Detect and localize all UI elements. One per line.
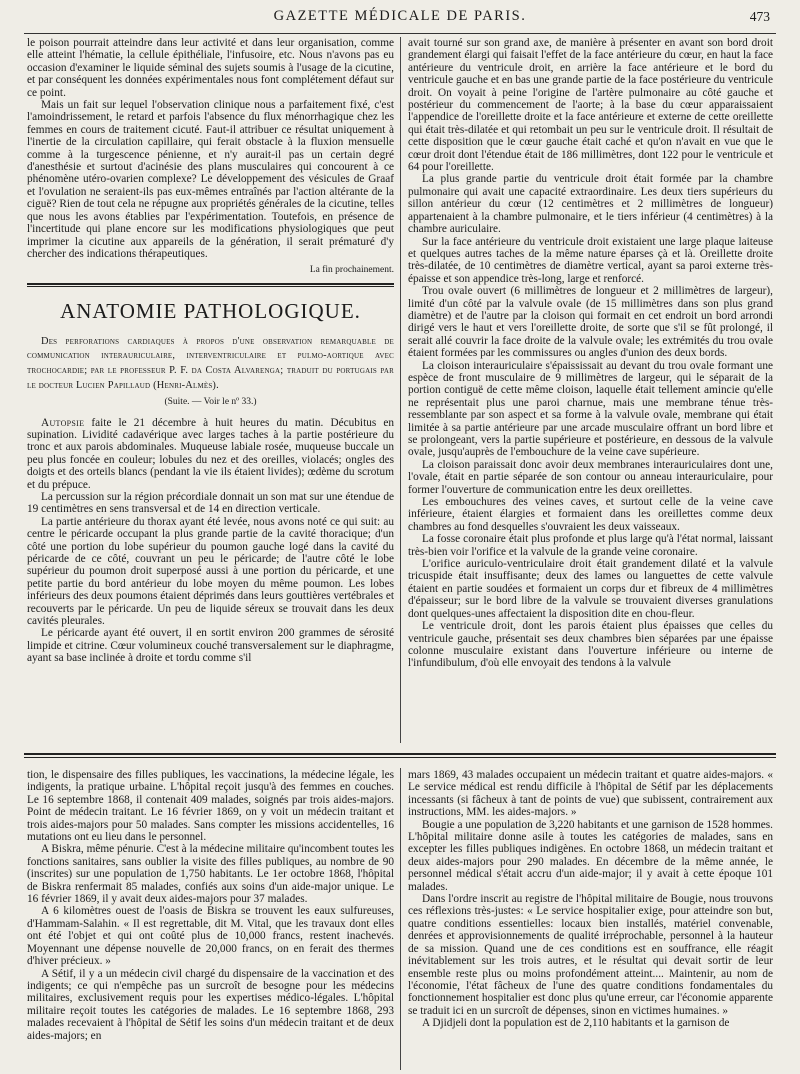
page-header xyxy=(30,8,770,28)
paragraph: avait tourné sur son grand axe, de manière à présenter en avant son bord droit grandement élargi qui faisait l'effet de la face antérieure du cœur, en haut la face antérieure du ventricule droit, en arrière la face antérieure et le bord du ventricule gauche et en bas une grande partie de la face postérieure du ventricule droit. On voyait à peine l'origine de l'artère pulmonaire au côté gauche et postérieur du commencement de l'aorte; à la base du cœur apparaissaient l'appendice de l'oreillette droite et la face antérieure et externe de cette oreillette qui était très-dilatée et qui retombait un peu sur le ventricule droit. Il résultait de cette disposition que le cœur gauche était caché et qu'on n'avait en vue que le cœur droit dont l'étendue était de 186 millimètres, dont 122 pour le ventricule et 64 pour l'oreillette. xyxy=(408,37,773,174)
autopsy-text: faite le 21 décembre à huit heures du matin. Décubitus en supination. Lividité cadavérique avec larges taches à la partie postérieure du tronc et aux parois abdominales. Muqueuse labiale rosée, muqueuse buccale un peu plus foncée en couleur; lobules du nez et des oreilles, violacés; ongles des doigts et des orteils blancs (pendant la vie ils étaient livides); œdème du scrotum et du prépuce. xyxy=(27,416,394,491)
journal-title: GAZETTE MÉDICALE DE PARIS. xyxy=(273,8,527,24)
autopsy-label: Autopsie xyxy=(41,416,85,429)
paragraph: Dans l'ordre inscrit au registre de l'hôpital militaire de Bougie, nous trouvons ces réflexions très-justes: « Le service hospitalier exige, pour atteindre son but, quatre conditions essentielles: locaux bien installés, matériel convenable, denrées et approvisionnements de qualité irréprochable, personnel à la hauteur de sa mission. Quand une de ces conditions est en souffrance, elle réagit inévitablement sur les trois autres, et le résultat qui devait sortir de leur ensemble reste plus ou moins profondément atteint.... Maintenir, au nom de l'économie, l'état fâcheux de l'une des quatre conditions fondamentales du fonctionnement hospitalier est donc plus qu'une erreur, car l'économie apparente se traduit ici en un surcroît de dépenses, sinon en victimes humaines. » xyxy=(408,893,773,1017)
upper-right-column xyxy=(408,37,773,741)
paragraph: La partie antérieure du thorax ayant été levée, nous avons noté ce qui suit: au centre le péricarde occupant la plus grande partie de la cavité thoracique; d'un côté une portion du lobe supérieur du poumon gauche logé dans la cavité du péricarde de ce côté, couvrant un peu le péricarde; de l'autre côté le lobe supérieur du poumon droit superposé aussi à une portion du péricarde, et une petite partie du bord antérieur du lobe moyen du même poumon. Les lobes inférieurs des deux poumons étaient déprimés dans leurs gouttières vertébrales et recouverts par le péricarde. Un peu de liquide séreux se trouvait dans les deux cavités pleurales. xyxy=(27,515,394,627)
upper-left-column xyxy=(27,37,394,741)
header-rule xyxy=(24,33,776,34)
paragraph: La cloison interauriculaire s'épaississait au devant du trou ovale formant une espèce de front musculaire de 9 millimètres de largeur, qui le séparait de la portion contiguë de cette même cloison, laquelle était tellement amincie qu'elle ne représentait plus une paroi charnue, mais une membrane ténue très-ressemblante par son aspect et sa forme à la valvule ovale, membrane qui était limitée à sa partie antérieure par une arcade musculaire offrant un bord libre et se prolongeant, vers la partie supérieure et postérieure, en dessous de la valvule ovale, jusqu'auprès de l'embouchure de la veine cave supérieure. xyxy=(408,359,773,459)
paragraph: Trou ovale ouvert (6 millimètres de longueur et 2 millimètres de largeur), limité d'un côté par la valvule ovale (de 15 millimètres dans son plus grand diamètre) et de l'autre par la cloison qui formait en cet endroit un bord arrondi dirigé vers le haut et vers l'oreillette droite, de sorte que s'il se fût prolongé, il serait allé couvrir la face droite de la valvule ovale; les extrémités du trou ovale étaient formées par les commissures ou angles d'union des deux bords. xyxy=(408,285,773,360)
paragraph: L'orifice auriculo-ventriculaire droit était grandement dilaté et la valvule tricuspide était insuffisante; deux des lames ou languettes de cette valvule étaient en partie soudées et formaient un corps dur et fibreux de 4 millimètres d'épaisseur; sur le bord libre de la valvule se trouvaient diverses granulations dont quelques-unes affectaient la disposition dite en chou-fleur. xyxy=(408,558,773,620)
paragraph: tion, le dispensaire des filles publiques, les vaccinations, la médecine légale, les indigents, la pratique urbaine. L'hôpital reçoit jusqu'à des femmes en couches. Le 16 septembre 1868, il contenait 409 malades, soignés par trois aides-majors. Point de médecin traitant. Le 16 février 1869, on y voit un médecin traitant et trois aides-majors pour 50 malades. Sans compter les missions accidentelles, 16 mutations ont eu lieu dans le personnel. xyxy=(27,769,394,844)
lower-left-column xyxy=(27,769,394,1069)
section-rule xyxy=(27,283,394,285)
paragraph: Le péricarde ayant été ouvert, il en sortit environ 200 grammes de sérosité limpide et citrine. Cœur volumineux couché transversalement sur le diaphragme, ayant sa base inclinée à droite et tordu comme s'il xyxy=(27,627,394,665)
section-rule-thin xyxy=(27,286,394,287)
paragraph: A 6 kilomètres ouest de l'oasis de Biskra se trouvent les eaux sulfureuses, d'Hammam-Salahin. « Il est regrettable, dit M. Vital, que les travaux dont elles ont été l'objet et qui ont coûté plus de 10,000 francs, restent inachevés. Moyennant une dépense nouvelle de 20,000 francs, on en ferait des thermes d'hiver précieux. » xyxy=(27,905,394,968)
paragraph: Bougie a une population de 3,220 habitants et une garnison de 1528 hommes. L'hôpital militaire donne asile à toutes les catégories de malades, sans en excepter les filles publiques indigènes. En octobre 1868, un médecin traitant et deux aides-majors pour 290 malades. En décembre de la même année, le personnel médical s'était accru d'un aide-major; il y avait à cette époque 101 malades. xyxy=(408,818,773,893)
section-title: ANATOMIE PATHOLOGIQUE. xyxy=(60,298,361,323)
paragraph-autopsy xyxy=(27,417,394,491)
paragraph: Mais un fait sur lequel l'observation clinique nous a parfaitement fixé, c'est l'amoindrissement, le retard et parfois l'absence du flux ménorrhagique chez les femmes en cours de traitement cicuté. Faut-il attribuer ce résultat uniquement à l'inertie de la circulation capillaire, qui ferait obstacle à la fluxion mensuelle comme à la turgescence pénienne, et n'y aurait-il pas un certain degré d'anesthésie et surtout d'acinésie des plans musculaires qui concourent à ce phénomène utéro-ovarien complexe? Le développement des vésicules de Graaf et l'ovulation ne seraient-ils pas eux-mêmes entraînés par l'action altérante de la ciguë? Rien de tout cela ne répugne aux propriétés générales de la cicutine, telles que nous les avons établies par l'expérimentation. Toutefois, en présence de l'incertitude qui plane encore sur les modifications physiologiques que peut imprimer la cicutine aux appareils de la génération, il serait prématuré d'y chercher des indications thérapeutiques. xyxy=(27,99,394,260)
column-divider-upper xyxy=(400,37,401,743)
paragraph: mars 1869, 43 malades occupaient un médecin traitant et quatre aides-majors. « Le service médical est rendu difficile à l'hôpital de Sétif par les déplacements incessants (si fâcheux à tant de points de vue) que subissent, contrairement aux instructions, MM. les aides-majors. » xyxy=(408,769,773,819)
paragraph: A Djidjeli dont la population est de 2,110 habitants et la garnison de xyxy=(422,1017,730,1030)
paragraph: Le ventricule droit, dont les parois étaient plus épaisses que celles du ventricule gauche, présentait ses deux chambres bien séparées par une épaisse colonne musculaire existant dans l'ouverture inférieure ou interne de l'infundibulum, d'où elle envoyait des tendons à la valvule xyxy=(408,620,773,670)
column-divider-lower xyxy=(400,768,401,1070)
paragraph: Les embouchures des veines caves, et surtout celle de la veine cave inférieure, étaient élargies et formaient dans les oreillettes comme deux chambres au fond desquelles s'ouvraient les deux vaisseaux. xyxy=(408,496,773,533)
article-heading-text: Des perforations cardiaques à propos d'une observation remarquable de communication interauriculaire, interventriculaire et pulmo-aortique avec trochocardie; par le professeur P. F. da Costa Alvarenga; traduit du portugais par le docteur Lucien Papillaud (Henri-Almès). xyxy=(27,335,394,391)
paragraph: La percussion sur la région précordiale donnait un son mat sur une étendue de 19 centimètres en sens transversal et de 14 en direction verticale. xyxy=(27,490,394,516)
continued-note: (Suite. — Voir le nº 33.) xyxy=(164,397,257,408)
paragraph: La fosse coronaire était plus profonde et plus large qu'à l'état normal, laissant très-bien voir l'orifice et la valvule de la grande veine coronaire. xyxy=(408,533,773,558)
paragraph: A Sétif, il y a un médecin civil chargé du dispensaire de la vaccination et des indigents; ce qui n'empêche pas un surcroît de besogne pour les médecins militaires, exclusivement requis pour les expertises médico-légales. L'hôpital militaire reçoit toutes les catégories de malades. Le 16 septembre 1868, 293 malades recevaient à l'hôpital de Sétif les soins d'un médecin traitant et de deux aides-majors; en xyxy=(27,967,394,1042)
paragraph: A Biskra, même pénurie. C'est à la médecine militaire qu'incombent toutes les fonctions sanitaires, sans oublier la visite des filles publiques, au nombre de 90 (inscrites) sur une population de 1,750 habitants. Le 1er octobre 1868, l'hôpital de Biskra renfermait 85 malades, confiés aux soins d'un aide-major unique. Le 16 février 1869, il y avait deux aides-majors pour 37 malades. xyxy=(27,843,394,906)
paragraph: le poison pourrait atteindre dans leur activité et dans leur organisation, comme elle atteint l'hématie, la cellule épithéliale, l'infusoire, etc. Nous n'avons pas eu occasion d'examiner le liquide séminal des sujets soumis à l'usage de la cicutine, et par conséquent les données expérimentales nous font complétement défaut sur ce point. xyxy=(27,37,394,99)
paragraph: La plus grande partie du ventricule droit était formée par la chambre pulmonaire qui avait une capacité extraordinaire. Les deux tiers supérieurs du sillon antérieur du cœur (12 centimètres et 2 millimètres de longueur) appartenaient à la chambre pulmonaire, et le tiers inférieur (4 centimètres) à la chambre auriculaire. xyxy=(408,173,773,236)
continuation-note: La fin prochainement. xyxy=(309,265,394,276)
article-heading xyxy=(27,335,394,393)
paragraph: Sur la face antérieure du ventricule droit existaient une large plaque laiteuse et quelques autres taches de la même nature éparses çà et là. Oreillette droite très-dilatée, de 10 centimètres de diamètre vertical, ayant sa paroi externe très-épaisse et son appendice très-long, large et renforcé. xyxy=(408,235,773,285)
page-number: 473 xyxy=(749,9,770,24)
lower-right-column xyxy=(408,769,773,1069)
paragraph: La cloison paraissait donc avoir deux membranes interauriculaires dont une, l'ovale, était en partie séparée de son contour ou anneau interauriculaire, pour former l'ouverture de communication entre les deux oreillettes. xyxy=(408,458,773,496)
section-separator xyxy=(24,748,776,764)
